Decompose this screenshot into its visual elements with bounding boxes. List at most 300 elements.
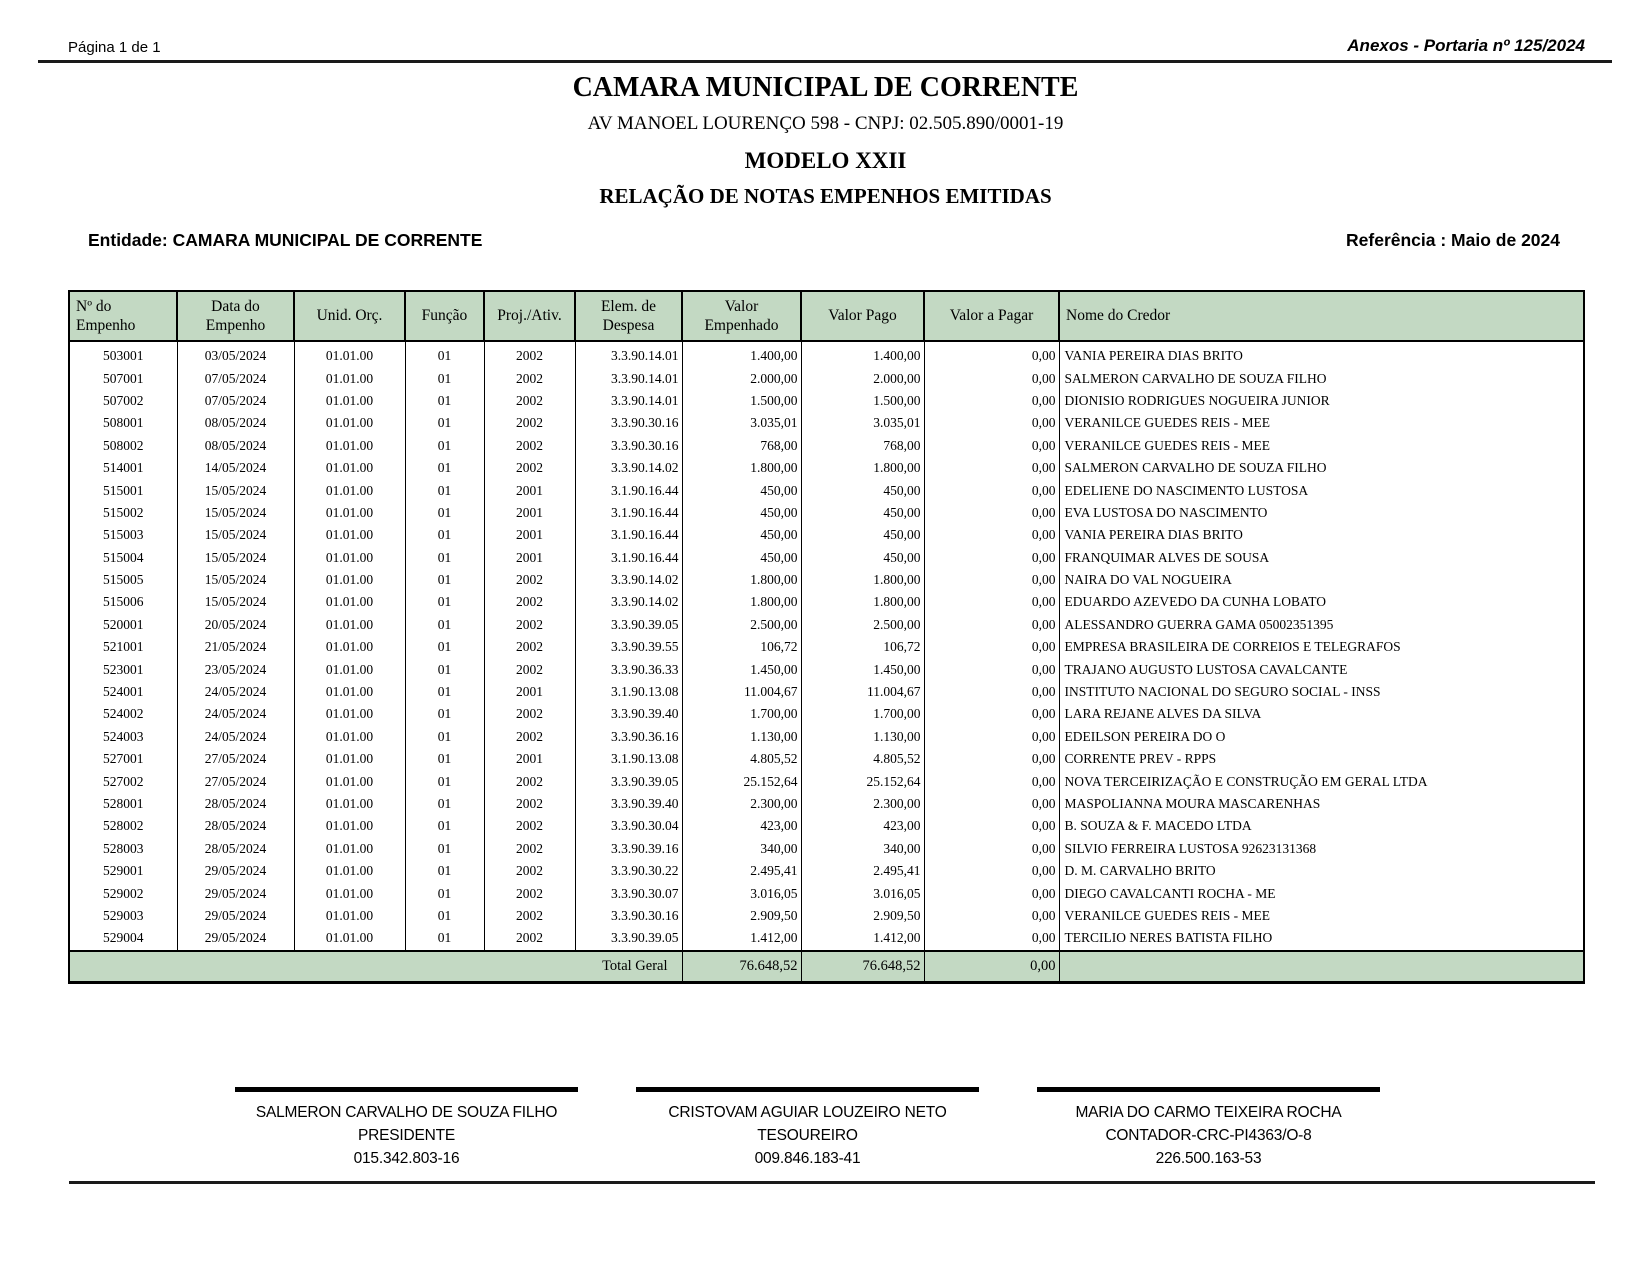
cell-funcao: 01 <box>405 815 484 837</box>
cell-nome-credor: INSTITUTO NACIONAL DO SEGURO SOCIAL - INSS <box>1059 681 1584 703</box>
cell-funcao: 01 <box>405 636 484 658</box>
cell-proj-ativ: 2002 <box>484 726 575 748</box>
column-header-numero-empenho: Nº do Empenho <box>69 291 177 341</box>
cell-nome-credor: EDEILSON PEREIRA DO O <box>1059 726 1584 748</box>
cell-valor-empenhado: 11.004,67 <box>682 681 801 703</box>
cell-data-empenho: 07/05/2024 <box>177 367 294 389</box>
table-row <box>69 815 1584 837</box>
cell-valor-empenhado: 3.016,05 <box>682 882 801 904</box>
cell-nome-credor: EMPRESA BRASILEIRA DE CORREIOS E TELEGRAFOS <box>1059 636 1584 658</box>
cell-valor-pago: 1.412,00 <box>801 927 924 950</box>
cell-valor-empenhado: 1.412,00 <box>682 927 801 950</box>
table-footer <box>69 951 1584 983</box>
cell-unid-orc: 01.01.00 <box>294 927 405 950</box>
cell-valor-pago: 25.152,64 <box>801 770 924 792</box>
cell-numero-empenho: 515005 <box>69 569 177 591</box>
cell-numero-empenho: 515003 <box>69 524 177 546</box>
signature-presidente <box>235 1087 578 1170</box>
cell-funcao: 01 <box>405 882 484 904</box>
cell-unid-orc: 01.01.00 <box>294 524 405 546</box>
table-row <box>69 882 1584 904</box>
empenhos-table-body <box>69 341 1584 951</box>
cell-valor-a-pagar: 0,00 <box>924 614 1059 636</box>
signer-name: MARIA DO CARMO TEIXEIRA ROCHA <box>1075 1104 1342 1121</box>
cell-nome-credor: VERANILCE GUEDES REIS - MEE <box>1059 412 1584 434</box>
cell-nome-credor: NOVA TERCEIRIZAÇÃO E CONSTRUÇÃO EM GERAL LTDA <box>1059 770 1584 792</box>
table-row <box>69 479 1584 501</box>
cell-valor-empenhado: 25.152,64 <box>682 770 801 792</box>
cell-valor-empenhado: 1.450,00 <box>682 658 801 680</box>
cell-elem-despesa: 3.3.90.14.01 <box>575 341 682 367</box>
cell-unid-orc: 01.01.00 <box>294 815 405 837</box>
cell-elem-despesa: 3.1.90.16.44 <box>575 524 682 546</box>
cell-proj-ativ: 2002 <box>484 703 575 725</box>
table-row <box>69 569 1584 591</box>
table-row <box>69 412 1584 434</box>
cell-funcao: 01 <box>405 367 484 389</box>
cell-numero-empenho: 528002 <box>69 815 177 837</box>
cell-funcao: 01 <box>405 502 484 524</box>
cell-data-empenho: 28/05/2024 <box>177 838 294 860</box>
cell-numero-empenho: 524002 <box>69 703 177 725</box>
cell-unid-orc: 01.01.00 <box>294 569 405 591</box>
cell-unid-orc: 01.01.00 <box>294 882 405 904</box>
cell-funcao: 01 <box>405 412 484 434</box>
cell-data-empenho: 23/05/2024 <box>177 658 294 680</box>
cell-data-empenho: 14/05/2024 <box>177 457 294 479</box>
cell-proj-ativ: 2001 <box>484 524 575 546</box>
cell-proj-ativ: 2002 <box>484 390 575 412</box>
cell-funcao: 01 <box>405 569 484 591</box>
cell-valor-pago: 1.500,00 <box>801 390 924 412</box>
cell-data-empenho: 29/05/2024 <box>177 860 294 882</box>
column-header-nome-credor: Nome do Credor <box>1059 291 1584 341</box>
table-header-row <box>69 291 1584 341</box>
cell-data-empenho: 24/05/2024 <box>177 681 294 703</box>
cell-elem-despesa: 3.3.90.14.02 <box>575 569 682 591</box>
table-row <box>69 770 1584 792</box>
cell-valor-a-pagar: 0,00 <box>924 726 1059 748</box>
cell-data-empenho: 15/05/2024 <box>177 591 294 613</box>
cell-valor-empenhado: 1.130,00 <box>682 726 801 748</box>
table-row <box>69 927 1584 950</box>
cell-valor-pago: 3.016,05 <box>801 882 924 904</box>
cell-valor-pago: 423,00 <box>801 815 924 837</box>
cell-valor-empenhado: 2.000,00 <box>682 367 801 389</box>
cell-funcao: 01 <box>405 390 484 412</box>
bottom-divider <box>69 1181 1595 1184</box>
cell-funcao: 01 <box>405 860 484 882</box>
top-divider <box>38 60 1612 63</box>
cell-elem-despesa: 3.3.90.14.02 <box>575 457 682 479</box>
cell-data-empenho: 15/05/2024 <box>177 569 294 591</box>
cell-numero-empenho: 508002 <box>69 435 177 457</box>
cell-valor-a-pagar: 0,00 <box>924 838 1059 860</box>
cell-valor-empenhado: 1.700,00 <box>682 703 801 725</box>
cell-proj-ativ: 2002 <box>484 457 575 479</box>
cell-funcao: 01 <box>405 748 484 770</box>
cell-data-empenho: 24/05/2024 <box>177 726 294 748</box>
cell-unid-orc: 01.01.00 <box>294 681 405 703</box>
signer-role: PRESIDENTE <box>357 1127 456 1144</box>
signatures-section <box>235 1087 1380 1170</box>
cell-elem-despesa: 3.3.90.39.16 <box>575 838 682 860</box>
cell-valor-empenhado: 1.500,00 <box>682 390 801 412</box>
cell-funcao: 01 <box>405 435 484 457</box>
cell-elem-despesa: 3.3.90.39.05 <box>575 614 682 636</box>
signer-document: 015.342.803-16 <box>353 1150 460 1167</box>
signature-line <box>636 1087 979 1092</box>
cell-valor-a-pagar: 0,00 <box>924 502 1059 524</box>
cell-valor-empenhado: 1.800,00 <box>682 591 801 613</box>
table-row <box>69 636 1584 658</box>
cell-valor-a-pagar: 0,00 <box>924 815 1059 837</box>
cell-numero-empenho: 529001 <box>69 860 177 882</box>
cell-valor-a-pagar: 0,00 <box>924 591 1059 613</box>
cell-proj-ativ: 2002 <box>484 770 575 792</box>
cell-valor-a-pagar: 0,00 <box>924 658 1059 680</box>
cell-proj-ativ: 2002 <box>484 793 575 815</box>
cell-unid-orc: 01.01.00 <box>294 658 405 680</box>
cell-data-empenho: 15/05/2024 <box>177 479 294 501</box>
table-row <box>69 524 1584 546</box>
signer-name: SALMERON CARVALHO DE SOUZA FILHO <box>255 1104 558 1121</box>
cell-funcao: 01 <box>405 770 484 792</box>
cell-unid-orc: 01.01.00 <box>294 547 405 569</box>
cell-valor-a-pagar: 0,00 <box>924 882 1059 904</box>
cell-elem-despesa: 3.3.90.36.33 <box>575 658 682 680</box>
cell-funcao: 01 <box>405 726 484 748</box>
cell-valor-a-pagar: 0,00 <box>924 905 1059 927</box>
cell-valor-pago: 768,00 <box>801 435 924 457</box>
cell-proj-ativ: 2002 <box>484 636 575 658</box>
empenhos-table-wrap <box>68 290 1585 984</box>
cell-valor-pago: 2.909,50 <box>801 905 924 927</box>
cell-valor-pago: 2.000,00 <box>801 367 924 389</box>
cell-proj-ativ: 2002 <box>484 614 575 636</box>
annex-portaria-label: Anexos - Portaria nº 125/2024 <box>1347 36 1585 55</box>
cell-numero-empenho: 524003 <box>69 726 177 748</box>
total-row <box>69 951 1584 983</box>
address-cnpj-line: AV MANOEL LOURENÇO 598 - CNPJ: 02.505.890/0001-19 <box>587 113 1064 134</box>
signer-role: CONTADOR-CRC-PI4363/O-8 <box>1105 1127 1312 1144</box>
cell-proj-ativ: 2002 <box>484 412 575 434</box>
cell-valor-pago: 1.450,00 <box>801 658 924 680</box>
cell-elem-despesa: 3.3.90.30.04 <box>575 815 682 837</box>
document-subtitle: RELAÇÃO DE NOTAS EMPENHOS EMITIDAS <box>599 184 1052 208</box>
cell-numero-empenho: 527002 <box>69 770 177 792</box>
cell-data-empenho: 21/05/2024 <box>177 636 294 658</box>
entity-reference-row <box>88 230 1560 251</box>
total-empty-cell <box>1059 951 1584 983</box>
table-row <box>69 614 1584 636</box>
cell-elem-despesa: 3.3.90.14.01 <box>575 390 682 412</box>
cell-nome-credor: SILVIO FERREIRA LUSTOSA 92623131368 <box>1059 838 1584 860</box>
table-row <box>69 860 1584 882</box>
empenhos-table <box>68 290 1585 984</box>
table-row <box>69 681 1584 703</box>
cell-proj-ativ: 2001 <box>484 502 575 524</box>
reference-label: Referência : Maio de 2024 <box>1346 230 1560 250</box>
table-row <box>69 341 1584 367</box>
cell-proj-ativ: 2002 <box>484 367 575 389</box>
cell-unid-orc: 01.01.00 <box>294 905 405 927</box>
table-row <box>69 748 1584 770</box>
cell-numero-empenho: 523001 <box>69 658 177 680</box>
cell-nome-credor: B. SOUZA & F. MACEDO LTDA <box>1059 815 1584 837</box>
cell-unid-orc: 01.01.00 <box>294 636 405 658</box>
cell-valor-a-pagar: 0,00 <box>924 748 1059 770</box>
cell-valor-empenhado: 450,00 <box>682 502 801 524</box>
cell-elem-despesa: 3.1.90.16.44 <box>575 502 682 524</box>
cell-valor-a-pagar: 0,00 <box>924 367 1059 389</box>
table-row <box>69 726 1584 748</box>
column-header-valor-empenhado: Valor Empenhado <box>682 291 801 341</box>
column-header-elem-despesa: Elem. de Despesa <box>575 291 682 341</box>
signature-contador <box>1037 1087 1380 1170</box>
cell-funcao: 01 <box>405 793 484 815</box>
cell-elem-despesa: 3.3.90.39.05 <box>575 927 682 950</box>
cell-proj-ativ: 2002 <box>484 927 575 950</box>
table-row <box>69 905 1584 927</box>
cell-valor-a-pagar: 0,00 <box>924 457 1059 479</box>
cell-valor-a-pagar: 0,00 <box>924 547 1059 569</box>
cell-funcao: 01 <box>405 658 484 680</box>
signer-document: 009.846.183-41 <box>754 1150 861 1167</box>
cell-numero-empenho: 514001 <box>69 457 177 479</box>
cell-data-empenho: 20/05/2024 <box>177 614 294 636</box>
cell-valor-pago: 2.500,00 <box>801 614 924 636</box>
cell-valor-a-pagar: 0,00 <box>924 341 1059 367</box>
column-header-proj-ativ: Proj./Ativ. <box>484 291 575 341</box>
table-row <box>69 390 1584 412</box>
cell-numero-empenho: 521001 <box>69 636 177 658</box>
cell-valor-empenhado: 106,72 <box>682 636 801 658</box>
cell-valor-empenhado: 2.909,50 <box>682 905 801 927</box>
cell-proj-ativ: 2002 <box>484 658 575 680</box>
total-valor-empenhado: 76.648,52 <box>682 951 801 983</box>
table-row <box>69 658 1584 680</box>
cell-valor-pago: 1.800,00 <box>801 591 924 613</box>
cell-proj-ativ: 2002 <box>484 341 575 367</box>
cell-unid-orc: 01.01.00 <box>294 838 405 860</box>
cell-unid-orc: 01.01.00 <box>294 748 405 770</box>
cell-unid-orc: 01.01.00 <box>294 502 405 524</box>
cell-elem-despesa: 3.3.90.30.22 <box>575 860 682 882</box>
cell-nome-credor: SALMERON CARVALHO DE SOUZA FILHO <box>1059 457 1584 479</box>
cell-numero-empenho: 503001 <box>69 341 177 367</box>
cell-proj-ativ: 2001 <box>484 681 575 703</box>
cell-valor-a-pagar: 0,00 <box>924 524 1059 546</box>
cell-valor-pago: 2.495,41 <box>801 860 924 882</box>
cell-data-empenho: 27/05/2024 <box>177 770 294 792</box>
cell-elem-despesa: 3.3.90.39.55 <box>575 636 682 658</box>
cell-elem-despesa: 3.3.90.36.16 <box>575 726 682 748</box>
cell-unid-orc: 01.01.00 <box>294 591 405 613</box>
cell-data-empenho: 29/05/2024 <box>177 905 294 927</box>
cell-unid-orc: 01.01.00 <box>294 412 405 434</box>
cell-valor-pago: 450,00 <box>801 524 924 546</box>
page-header <box>68 36 1585 56</box>
cell-valor-empenhado: 340,00 <box>682 838 801 860</box>
cell-nome-credor: FRANQUIMAR ALVES DE SOUSA <box>1059 547 1584 569</box>
cell-numero-empenho: 529004 <box>69 927 177 950</box>
signer-role: TESOUREIRO <box>757 1127 858 1144</box>
cell-proj-ativ: 2001 <box>484 479 575 501</box>
cell-proj-ativ: 2002 <box>484 569 575 591</box>
cell-funcao: 01 <box>405 681 484 703</box>
column-header-valor-a-pagar: Valor a Pagar <box>924 291 1059 341</box>
cell-numero-empenho: 508001 <box>69 412 177 434</box>
cell-numero-empenho: 507001 <box>69 367 177 389</box>
table-header <box>69 291 1584 341</box>
table-row <box>69 591 1584 613</box>
cell-valor-pago: 3.035,01 <box>801 412 924 434</box>
cell-numero-empenho: 529002 <box>69 882 177 904</box>
cell-valor-pago: 1.400,00 <box>801 341 924 367</box>
cell-proj-ativ: 2002 <box>484 860 575 882</box>
cell-proj-ativ: 2002 <box>484 838 575 860</box>
cell-data-empenho: 08/05/2024 <box>177 412 294 434</box>
cell-elem-despesa: 3.1.90.13.08 <box>575 748 682 770</box>
cell-proj-ativ: 2002 <box>484 591 575 613</box>
cell-elem-despesa: 3.3.90.39.05 <box>575 770 682 792</box>
cell-valor-a-pagar: 0,00 <box>924 390 1059 412</box>
table-row <box>69 367 1584 389</box>
cell-valor-empenhado: 450,00 <box>682 547 801 569</box>
cell-numero-empenho: 515002 <box>69 502 177 524</box>
cell-numero-empenho: 515004 <box>69 547 177 569</box>
cell-elem-despesa: 3.3.90.14.01 <box>575 367 682 389</box>
cell-valor-pago: 340,00 <box>801 838 924 860</box>
cell-nome-credor: DIEGO CAVALCANTI ROCHA - ME <box>1059 882 1584 904</box>
cell-nome-credor: TERCILIO NERES BATISTA FILHO <box>1059 927 1584 950</box>
cell-valor-a-pagar: 0,00 <box>924 927 1059 950</box>
cell-data-empenho: 28/05/2024 <box>177 793 294 815</box>
cell-valor-empenhado: 1.800,00 <box>682 569 801 591</box>
table-row <box>69 502 1584 524</box>
cell-valor-a-pagar: 0,00 <box>924 860 1059 882</box>
cell-nome-credor: D. M. CARVALHO BRITO <box>1059 860 1584 882</box>
model-label: MODELO XXII <box>744 148 907 173</box>
cell-valor-pago: 106,72 <box>801 636 924 658</box>
table-row <box>69 547 1584 569</box>
cell-nome-credor: MASPOLIANNA MOURA MASCARENHAS <box>1059 793 1584 815</box>
table-row <box>69 457 1584 479</box>
cell-data-empenho: 24/05/2024 <box>177 703 294 725</box>
signer-document: 226.500.163-53 <box>1155 1150 1262 1167</box>
cell-data-empenho: 15/05/2024 <box>177 502 294 524</box>
cell-valor-a-pagar: 0,00 <box>924 636 1059 658</box>
cell-valor-pago: 450,00 <box>801 547 924 569</box>
cell-valor-pago: 1.800,00 <box>801 569 924 591</box>
cell-nome-credor: VERANILCE GUEDES REIS - MEE <box>1059 435 1584 457</box>
cell-numero-empenho: 515006 <box>69 591 177 613</box>
cell-unid-orc: 01.01.00 <box>294 457 405 479</box>
cell-nome-credor: CORRENTE PREV - RPPS <box>1059 748 1584 770</box>
cell-valor-empenhado: 450,00 <box>682 524 801 546</box>
cell-valor-pago: 1.700,00 <box>801 703 924 725</box>
cell-elem-despesa: 3.1.90.16.44 <box>575 547 682 569</box>
cell-nome-credor: EDUARDO AZEVEDO DA CUNHA LOBATO <box>1059 591 1584 613</box>
cell-funcao: 01 <box>405 703 484 725</box>
cell-nome-credor: SALMERON CARVALHO DE SOUZA FILHO <box>1059 367 1584 389</box>
cell-valor-empenhado: 423,00 <box>682 815 801 837</box>
cell-numero-empenho: 528001 <box>69 793 177 815</box>
cell-numero-empenho: 520001 <box>69 614 177 636</box>
cell-valor-pago: 2.300,00 <box>801 793 924 815</box>
cell-valor-empenhado: 1.400,00 <box>682 341 801 367</box>
cell-elem-despesa: 3.3.90.30.16 <box>575 905 682 927</box>
cell-data-empenho: 07/05/2024 <box>177 390 294 412</box>
cell-elem-despesa: 3.1.90.13.08 <box>575 681 682 703</box>
cell-valor-empenhado: 768,00 <box>682 435 801 457</box>
cell-proj-ativ: 2002 <box>484 882 575 904</box>
cell-funcao: 01 <box>405 927 484 950</box>
cell-valor-a-pagar: 0,00 <box>924 569 1059 591</box>
cell-funcao: 01 <box>405 838 484 860</box>
total-valor-pago: 76.648,52 <box>801 951 924 983</box>
cell-nome-credor: NAIRA DO VAL NOGUEIRA <box>1059 569 1584 591</box>
cell-proj-ativ: 2002 <box>484 815 575 837</box>
cell-funcao: 01 <box>405 341 484 367</box>
total-label: Total Geral <box>69 951 682 983</box>
cell-funcao: 01 <box>405 591 484 613</box>
cell-valor-empenhado: 2.500,00 <box>682 614 801 636</box>
cell-numero-empenho: 524001 <box>69 681 177 703</box>
cell-valor-pago: 1.130,00 <box>801 726 924 748</box>
cell-unid-orc: 01.01.00 <box>294 703 405 725</box>
cell-elem-despesa: 3.3.90.14.02 <box>575 591 682 613</box>
cell-proj-ativ: 2001 <box>484 748 575 770</box>
cell-unid-orc: 01.01.00 <box>294 390 405 412</box>
cell-numero-empenho: 529003 <box>69 905 177 927</box>
cell-unid-orc: 01.01.00 <box>294 860 405 882</box>
cell-nome-credor: DIONISIO RODRIGUES NOGUEIRA JUNIOR <box>1059 390 1584 412</box>
page-indicator: Página 1 de 1 <box>68 39 161 56</box>
table-row <box>69 703 1584 725</box>
cell-funcao: 01 <box>405 905 484 927</box>
cell-elem-despesa: 3.3.90.39.40 <box>575 703 682 725</box>
cell-valor-a-pagar: 0,00 <box>924 435 1059 457</box>
cell-nome-credor: EDELIENE DO NASCIMENTO LUSTOSA <box>1059 479 1584 501</box>
cell-numero-empenho: 515001 <box>69 479 177 501</box>
cell-unid-orc: 01.01.00 <box>294 614 405 636</box>
title-block <box>68 72 1583 209</box>
cell-elem-despesa: 3.3.90.30.16 <box>575 412 682 434</box>
signer-name: CRISTOVAM AGUIAR LOUZEIRO NETO <box>668 1104 947 1121</box>
cell-unid-orc: 01.01.00 <box>294 435 405 457</box>
table-row <box>69 793 1584 815</box>
cell-valor-empenhado: 2.495,41 <box>682 860 801 882</box>
cell-valor-pago: 4.805,52 <box>801 748 924 770</box>
cell-valor-empenhado: 450,00 <box>682 479 801 501</box>
cell-data-empenho: 03/05/2024 <box>177 341 294 367</box>
cell-valor-a-pagar: 0,00 <box>924 681 1059 703</box>
cell-unid-orc: 01.01.00 <box>294 479 405 501</box>
cell-valor-a-pagar: 0,00 <box>924 479 1059 501</box>
total-valor-a-pagar: 0,00 <box>924 951 1059 983</box>
signature-line <box>235 1087 578 1092</box>
cell-data-empenho: 15/05/2024 <box>177 547 294 569</box>
signature-tesoureiro <box>636 1087 979 1170</box>
column-header-data-empenho: Data do Empenho <box>177 291 294 341</box>
cell-proj-ativ: 2002 <box>484 435 575 457</box>
cell-numero-empenho: 507002 <box>69 390 177 412</box>
cell-funcao: 01 <box>405 479 484 501</box>
cell-valor-a-pagar: 0,00 <box>924 703 1059 725</box>
cell-funcao: 01 <box>405 524 484 546</box>
